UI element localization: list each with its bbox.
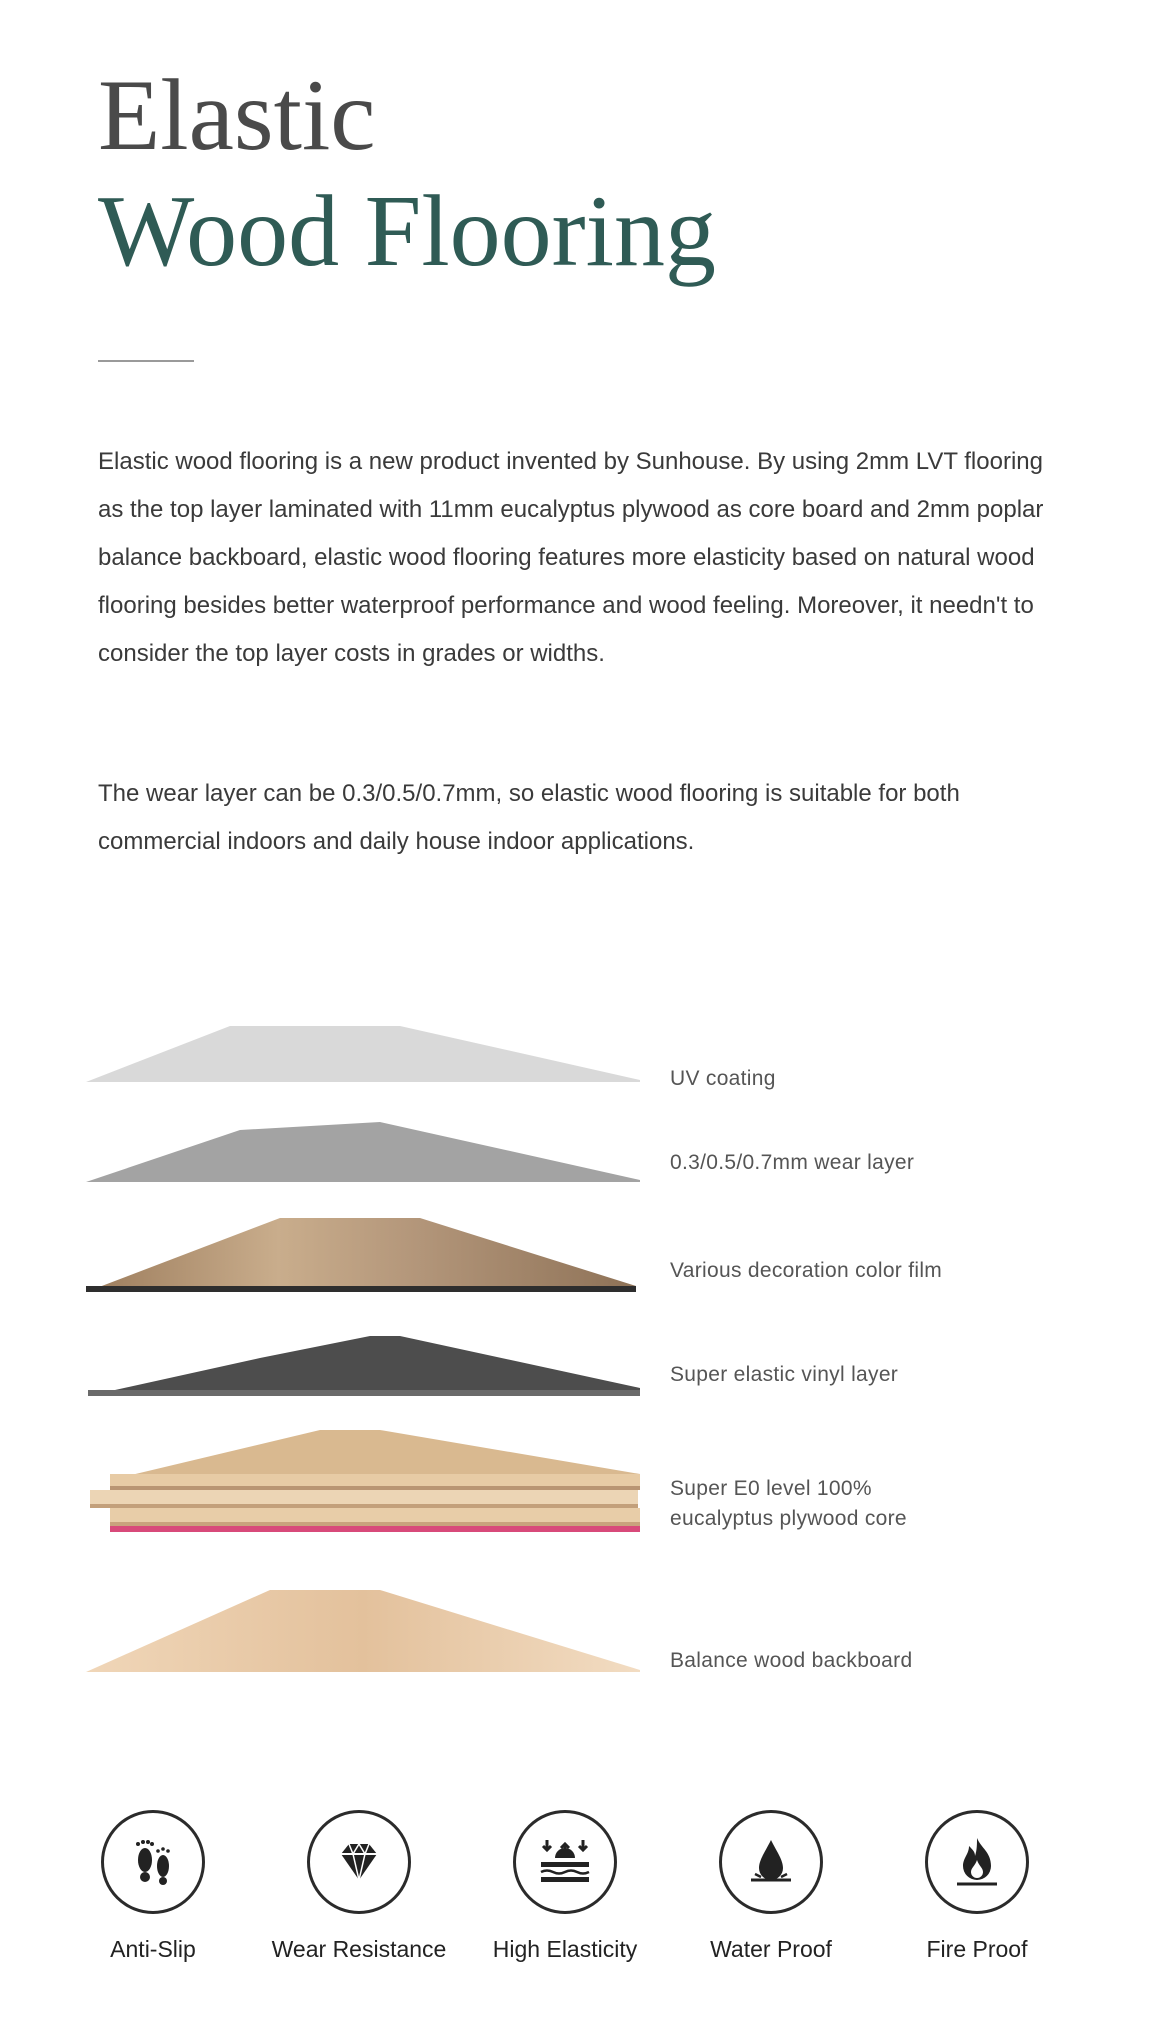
- layer-label-wear-layer: 0.3/0.5/0.7mm wear layer: [670, 1151, 915, 1174]
- layer-label-vinyl-layer: Super elastic vinyl layer: [670, 1363, 899, 1386]
- feature-label-anti-slip: Anti-Slip: [110, 1936, 196, 1962]
- feature-label-high-elasticity: High Elasticity: [492, 1936, 638, 1962]
- plywood-core-layer: [90, 1430, 640, 1532]
- layer-stack-graphic: [0, 990, 1176, 1710]
- feature-label-wear-resistance: Wear Resistance: [271, 1936, 447, 1962]
- vinyl-layer-edge: [88, 1390, 640, 1396]
- title-line-2: Wood Flooring: [98, 175, 716, 288]
- layer-diagram: [0, 990, 1176, 1710]
- flame-icon: [947, 1832, 1007, 1892]
- vinyl-layer: [88, 1336, 640, 1396]
- elasticity-icon: [533, 1832, 597, 1892]
- layer-label-backboard: Balance wood backboard: [670, 1649, 913, 1672]
- layer-label-plywood-core-2: eucalyptus plywood core: [670, 1507, 907, 1530]
- title-line-1: Elastic: [98, 59, 376, 172]
- feature-water-proof: [676, 1810, 866, 1963]
- feature-anti-slip: [58, 1810, 248, 1963]
- feature-fire-proof: [882, 1810, 1072, 1963]
- feature-label-water-proof: Water Proof: [710, 1936, 832, 1962]
- feature-wear-resistance: [264, 1810, 454, 1963]
- feature-label-fire-proof: Fire Proof: [926, 1936, 1028, 1962]
- wear-layer-paragraph: The wear layer can be 0.3/0.5/0.7mm, so elastic wood flooring is suitable for both commercial indoors and daily house indoor applications.: [98, 780, 960, 855]
- layer-label-uv-coating: UV coating: [670, 1067, 776, 1090]
- uv-coating-layer: [86, 1026, 640, 1082]
- intro-paragraph: Elastic wood flooring is a new product invented by Sunhouse. By using 2mm LVT flooring as the top layer laminated with 11mm eucalyptus plywood as core board and 2mm poplar balance backboard, elastic wood flooring features more elasticity based on natural wood flooring besides better waterproof performance and wood feeling. Moreover, it needn't to consider the top layer costs in grades or widths.: [98, 448, 1044, 667]
- diamond-icon: [329, 1832, 389, 1892]
- water-drop-icon: [741, 1832, 801, 1892]
- decoration-film-edge: [86, 1286, 636, 1292]
- decoration-film-layer: [86, 1218, 636, 1292]
- layer-label-plywood-core-1: Super E0 level 100%: [670, 1477, 872, 1500]
- wear-layer: [86, 1122, 640, 1182]
- feature-list: [0, 1810, 1176, 2010]
- feature-high-elasticity: [470, 1810, 660, 1963]
- balance-backboard-layer: [86, 1590, 640, 1672]
- title-divider: [98, 360, 194, 362]
- page-title: [98, 58, 716, 290]
- layer-label-decoration-film: Various decoration color film: [670, 1259, 943, 1282]
- footprints-icon: [123, 1832, 183, 1892]
